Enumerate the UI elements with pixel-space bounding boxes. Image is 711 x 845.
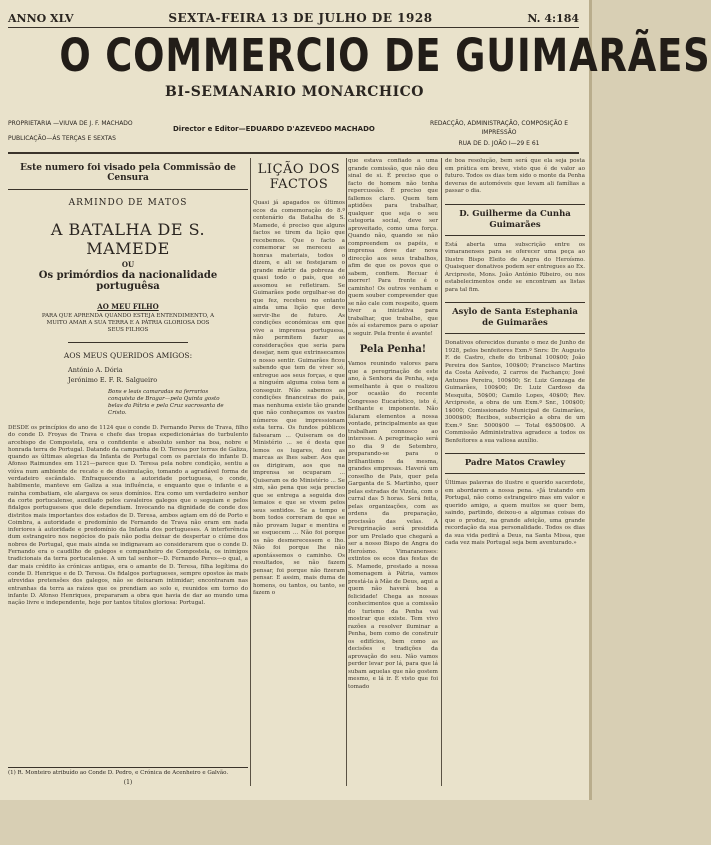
licao-continued: que estava confiado a uma grande comissão, que não deu sinal de si. É preciso que o facto de homem não tenha repercussão. É preciso que fallemos claro. Quem tem aptidões para trabalhar, qualquer que seja o seu categoria social, deve ser aproveitado, como uma força. Quando não, quando se não compreendem os papéis, e imprensa deve dar nova direcção aos seus trabalhos, afim de que os povos que o sabem, confiem. Recuar é morrer! Para frente é o caminho! Os outros venham e quem souber compreender que se não cale com respeito, quem tiver a iniciativa para trabalhar, que trabalhe, que nós aí estaremos para o apoiar e seguir. Pela frente é avante! <box>348 158 438 337</box>
penha-text: Vamos reunindo valores para que a peregrinação de este ano, à Senhora da Penha, seja semelhante à que o realizou por ocasião do recente Congresso Eucarístico, isto é, brilhante e imponente. Não falaram elementos a nossa vontade, principalmente as que trabalham connosco ao interesse. A peregrinação será no dia 9 de Setembro, preparando-se para o brilhantismo da mesma, grandes empresas. Haverá um conselho de Pais, quer pela Garganta de S. Martinho, quer pelas estradas de Vizela, com o curral das 5 horas. Será feita, pelas organizações, com as ordens da preparação, procissão das velas. A Peregrinação será presidida por um Prelado que chegará a ser a nosso Bispo de Angra do Heroísmo. Vimaranenses: extintos os ecos das festas de S. Mamede, prestado a nossa homenagem à Pátria, vamos prestá-la à Mãe de Deus, aqui a quem não haverá boa a felicidade! Chega as nossas conhecimentos que a comissão do turismo da Penha vai mostrar que existe. Tem vivo razões a resolver iluminar a Penha, bem como de construir os edifícios, bem como as decisões e tradições da aprovação do seu. Não vamos perder levar por lá, para que lá subam aquelas que não gostem mesmo, e lá ir. É visto que foi tomado <box>348 361 438 690</box>
asylo-heading: Asylo de Santa Estephania de Guimarães <box>445 302 585 334</box>
licao-heading: LIÇÃO DOS FACTOS <box>257 162 341 192</box>
article-author: ARMINDO DE MATOS <box>68 198 188 208</box>
header-rule <box>8 27 579 28</box>
masthead-title: O COMMERCIO DE GUIMARÃES <box>59 29 711 82</box>
volume-label: ANNO XLV <box>8 11 74 25</box>
issue-date: SEXTA-FEIRA 13 DE JULHO DE 1928 <box>168 11 433 25</box>
crawley-heading: Padre Matos Crawley <box>445 453 585 474</box>
footnote <box>8 767 248 786</box>
column-licao <box>253 158 345 786</box>
friends-heading: AOS MEUS QUERIDOS AMIGOS: <box>63 351 193 360</box>
proprietaria-text: PROPRIETARIA —VIUVA DE J. F. MACHADO <box>8 120 133 127</box>
penha-heading: Pela Penha! <box>359 344 427 355</box>
info-right <box>419 119 579 148</box>
article-title: A BATALHA DE S. MAMEDE <box>50 220 206 258</box>
article-ou: OU <box>121 260 135 269</box>
masthead-bottom-rule <box>8 152 579 154</box>
guilherme-heading: D. Guilherme da Cunha Guimarães <box>445 204 585 236</box>
column-batalha <box>8 158 248 786</box>
censura-notice: Este numero foi visado pela Commissão de Censura <box>8 158 248 190</box>
masthead-subtitle: BI-SEMANARIO MONARCHICO <box>165 84 424 100</box>
issue-number: N. 4:184 <box>527 11 579 25</box>
header-top-line <box>8 10 579 26</box>
footnote-number: (1) <box>123 779 133 786</box>
separator <box>68 342 188 343</box>
column-notices <box>445 158 585 786</box>
asylo-text: Donativos oferecidos durante o mez de Junho de 1928, pelos benfeitores Exm.º Snrs: Dr. Augusto F. de Castro, chefe do tribunal 100$00; João Pereira dos Santos, 100$00; Francisco Martins da Costa Azêvedo, 2 carros de Fachanço; José Antunes Pereira, 100$00; Sr. Luiz Gonzaga de Guimarães, 100$00; Dr. Luiz Cardoso da Mesquita, 50$00; Camilo Lopes, 40$00; Rev. Arcipreste, a obra de um Exm.º Snr., 100$00; 1$000; Comissionado Municipal de Guimarães, 3000$00; Recibos, subscrição a obra de um Exm.º Snr. 5000$00 — Total 6$500$00. A Commissão Administrativa agradece a todos os Benfeitores a sua valiosa auxílio. <box>445 340 585 444</box>
column-divider <box>346 158 347 786</box>
publicacao-text: PUBLICAÇÃO—ÁS TERÇAS E SEXTAS <box>8 135 116 142</box>
column-divider <box>250 158 251 786</box>
footnote-text: (1) R. Monteiro atribuído ao Conde D. Pedro, e Crónica de Acenheiro e Galvão. <box>8 770 229 776</box>
friends-note: Bons e leais camaradas na ferrarios conquista de Bragar—pela Quinta gosto belas da Pátria e pela Cruz sacrosanta de Cristo. <box>108 389 224 416</box>
column-divider <box>441 158 442 786</box>
licao-text: Quasi já apagados os últimos ecos da comemoração do 8.º centenário da Batalha de S. Mamede, é preciso que alguns factos se tirem da lição que recebemos. Que o facto a comemorar se mereceu as honras materiais, todos o dizem, e ali se festejaram o grande mártir da pobreza de quasi todo o país, que só assomou se refletiram. Se Guimarães pode orgulhar-se do que fez, recebeu no entanto ainda uma lição que deve servir-lhe de futuro. As condições económicas em que vive a imprensa portuguesa, não permitem fazer as considerações que seria para desejar, nem que extrinsecamos o nosso sentir. Guimarães ficou sabendo que tem de viver só, entregue aos seus forças, e que a ninguém alguma coisa tem a conseguir. Não sabemos as condições financeiras do país, mas nenhuma existe tão grande que não conheçamos os vastos números que impressionam esta terra. Os fundos públicos falsearam ... Quiseram os do Ministério ... se é desta que lemos os lugares, deu as marcas as lhes saber. Aos que os dirigiram, aos que na imprensa se ocuparam ... Quiseram os do Ministério ... Se sim, são pena que seja preciso que se entrega a seguida dos lemaios e que se vivem pelos seus sentidos. Se a tempo e bom todos correram de que se não provam lugar e mentira e se esquecem ... Não foi porque os não desmerecessem e lho. Não foi porque lhe não apontássemos o caminho. Os resultados, se não fazem pensar, foi porque não fizeram pensar. E assim, mais duma de homens, ou tantos, ou tanto, se fazem o <box>253 200 345 596</box>
penha-continued: de boa resolução, bem será que ela seja posta em prática em breve, visto que é de valor ao futuro. Todos os dias tem sido o monte da Penha deveras de automóveis que levam ali famílias a passar o dia. <box>445 158 585 194</box>
dedication-note: PARA QUE APRENDA QUANDO ESTEJA ENTENDIMENTO, A MUITO AMAR A SUA TERRA E A PÁTRIA GLORIOSA DOS SEUS FILHOS <box>41 313 215 333</box>
publisher-info <box>8 105 579 151</box>
friend-name: António A. Dória <box>68 366 123 374</box>
friend-name: Jerónimo E. F. R. Salgueiro <box>68 376 158 384</box>
redaccao-text: REDACÇÃO, ADMINISTRAÇÃO, COMPOSIÇÃO E IMPRESSÃO <box>429 120 569 136</box>
article-subtitle: Os primórdios da nacionalidade portuguêsa <box>38 270 218 292</box>
dedication-heading: AO MEU FILHO <box>97 302 159 311</box>
guilherme-text: Está aberta uma subscrição entre os vimaranenses para se oferecer uma peça ao Ilustre Bispo Eleito de Angra do Heroísmo. Quaisquer donativos podem ser entregues ao Ex. Arcipreste, Mons. João António Ribeiro, ou nos estabelecimentos onde se encontram as listas para tal fim. <box>445 241 585 293</box>
director-text: Director e Editor—EDUARDO D'AZEVEDO MACHADO <box>173 125 375 133</box>
column-penha <box>348 158 438 786</box>
morada-text: RUA DE D. JOÃO I—29 E 61 <box>458 140 540 147</box>
article-body-text: DESDE os princípios do ano de 1124 que o conde D. Fernando Peres de Trava, filho do conde D. Froyas de Trava e chefe das tropas expedicionárias do turbulento arcebispo de Compostela, era o confidente e absoluto senhor na boa, nobre e honrada terra de Portugal. Datando da campanha de D. Teresa por terras de Galiza, quando as últimas alegrias da Infanta de Portugal com os parciais do infante D. Afonso Raimundes em 1121—parece que D. Teresa pela nobre condição, sentiu a viúva num ambiente de recato e de dissimulação, tomando a agradável forma de verdadeiro escândalo. Enfraquecendo a autoridade portuguesa, o conde, habilmente, manteve em Galiza a sua influência, e enquanto que o infante e a rainha combatiam, ele alargava os seus domínios. Era como um verdadeiro senhor da corte portucalense, auxiliado pelos cavaleiros galegos que o seguiam e pelos fidalgos portugueses que dele dependiam. Invocando na dignidade de conde dos distritos mais importantes dos estados de D. Teresa, ambos agiam em dó de Porto e Coimbra, a autoridade e predomínio de Fernando de Trava não eram em nada inferiores à autoridade e predomínio da Infanta dos portugueses. A interferência dum estrangeiro nos negócios do país não podia deixar de despertar o ciúme dos nobres de Portugal, que mais ainda se indignavam ao considerarem que o conde D. Fernando era o caudilho de galegos e companheiro de Compostela, os inimigos tradicionais da terra portucalense. A um tal senhor—D. Fernando Peres—o qual, a dar mais crédito às crónicas antigas, era o amante de D. Teresa, filha legítima do conde D. Henrique e de D. Teresa. Os fidalgos portugueses, sempre opostos às mais atrevidas pretensões dos galegos, não se deixaram intimidar; encontraram nas entranhas da terra as raízes que os prendiam ao solo e, reunidos em torno do infante D. Afonso Henriques, prepararam a obra que havia de dar ao mundo uma nação livre e independente, hoje por tantos títulos gloriosa: Portugal. <box>8 425 248 607</box>
friends-list <box>68 365 248 385</box>
info-left <box>8 119 158 143</box>
crawley-text: Últimas palavras do ilustre e querido sacerdote, em abordarem a nossa pena. «Já tratando em Portugal, não como estrangeiro mas em valor e querido amigo, a quem muitos se quer bem, saindo, partindo, deixou-o a algumas coisas do que o produz, na grande afeição, uma grande recordação da sua personalidade. Todos os dias da sua vida pedirá a Deus, na Santa Missa, que cada vez mais Portugal seja bem aventurado.» <box>445 480 585 546</box>
